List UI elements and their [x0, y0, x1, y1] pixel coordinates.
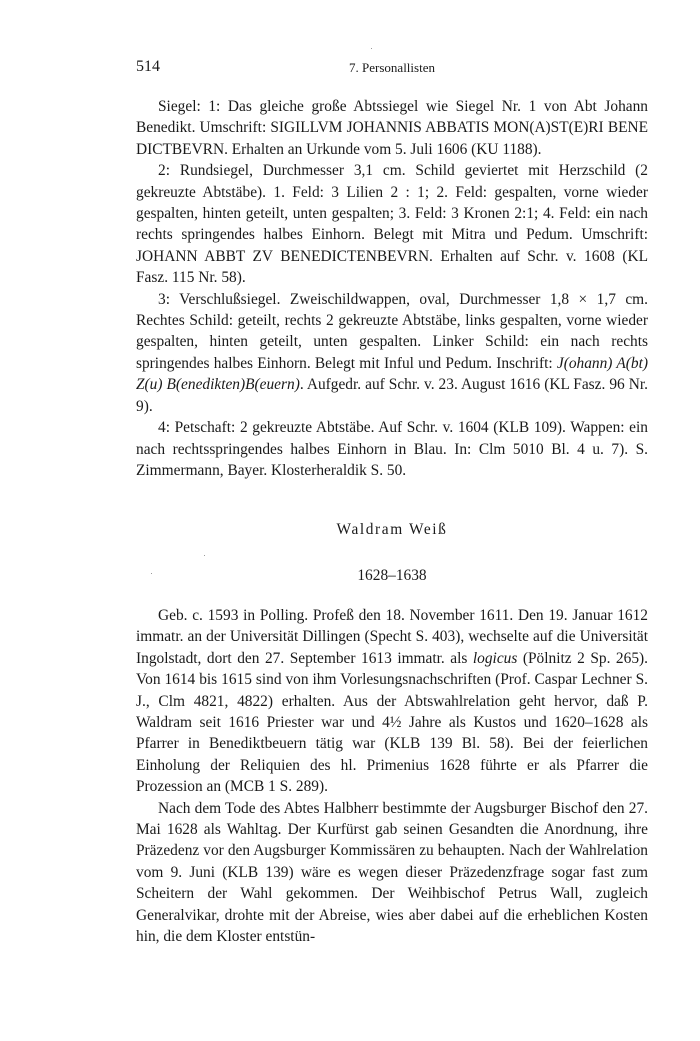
seal-paragraph [136, 160, 648, 288]
page-header [136, 58, 648, 78]
bio-paragraph [136, 798, 648, 948]
text-run: 2: Rundsiegel, Durchmesser 3,1 cm. Schild geviertet mit Herzschild (2 gekreuzte Abtstäbe). 1. Feld: 3 Lilien 2 : 1; 2. Feld: gespalten, vorne wieder gespalten, hinten geteilt, unten gespalten; 3. Feld: 3 Kronen 2:1; 4. Feld: ein nach rechts springendes halbes Einhorn. Belegt mit Mitra und Pedum. Umschrift: JOHANN ABBT ZV BENEDICTENBEVRN. Erhalten auf Schr. v. 1608 (KL Fasz. 115 Nr. 58). [136, 162, 648, 287]
text-run: Geb. c. 1593 in Polling. Profeß den 18. November 1611. Den 19. Januar 1612 immatr. an der Universität Dillingen (Specht S. 403), wechselte auf die Universität Ingolstadt, dort den 27. September 1613 immatr. als [136, 607, 648, 667]
page-number: 514 [136, 58, 160, 75]
scan-speck [371, 48, 372, 49]
seal-paragraph [136, 289, 648, 417]
inscription-italic: J(ohann) A(bt) Z(u) B(enedikten)B(euern) [136, 354, 648, 394]
seal-paragraph [136, 417, 648, 481]
text-run: Siegel: 1: Das gleiche große Abtssiegel wie Siegel Nr. 1 von Abt Johann Benedikt. Umschrift: SIGILLVM JOHANNIS ABBATIS MON(A)ST(E)RI BENE DICTBEVRN. Erhalten an Urkunde vom 5. Juli 1606 (KU 1188). [136, 98, 648, 158]
text-run: (Pölnitz 2 Sp. 265). Von 1614 bis 1615 sind von ihm Vorlesungsnachschriften (Prof. Caspar Lechner S. J., Clm 4821, 4822) erhalten. Aus der Abtswahlrelation geht hervor, daß P. Waldram seit 1616 Priester war und 4½ Jahre als Kustos und 1620–1628 als Pfarrer in Benediktbeuern tätig war (KLB 139 Bl. 58). Bei der feierlichen Einholung der Reliquien des hl. Primenius 1628 führte er als Pfarrer die Prozession an (MCB 1 S. 289). [136, 649, 648, 796]
scan-speck [204, 555, 205, 556]
section-title: Waldram Weiß [336, 521, 448, 538]
scan-speck [151, 573, 152, 574]
logicus-italic: logicus [472, 649, 518, 667]
text-run: 4: Petschaft: 2 gekreuzte Abtstäbe. Auf Schr. v. 1604 (KLB 109). Wappen: ein nach rechtsspringendes halbes Einhorn in Blau. In: Clm 5010 Bl. 4 u. 7). S. Zimmermann, Bayer. Klosterheraldik S. 50. [136, 419, 648, 479]
section-years: 1628–1638 [357, 567, 427, 584]
biography-section [136, 605, 648, 948]
seal-paragraph [136, 96, 648, 160]
running-title: 7. Personallisten [349, 60, 435, 75]
text-run: Nach dem Tode des Abtes Halbherr bestimmte der Augsburger Bischof den 27. Mai 1628 als Wahltag. Der Kurfürst gab seinen Gesandten die Anordnung, ihre Präzedenz vor den Augsburger Kommissären zu behaupten. Nach der Wahlrelation vom 9. Juni (KLB 139) wäre es wegen dieser Präzedenzfrage sogar fast zum Scheitern der Wahl gekommen. Der Weihbischof Petrus Wall, zugleich Generalvikar, drohte mit der Abreise, wies aber dabei auf die erheblichen Kosten hin, die dem Kloster entstün- [136, 799, 648, 946]
bio-paragraph [136, 605, 648, 798]
text-run: 3: Verschlußsiegel. Zweischildwappen, oval, Durchmesser 1,8 × 1,7 cm. Rechtes Schild: geteilt, rechts 2 gekreuzte Abtstäbe, links gespalten, vorne wieder gespalten, hinten geteilt, unten gespalten. Linker Schild: ein nach rechts springendes halbes Einhorn. Belegt mit Inful und Pedum. Inschrift: [136, 290, 648, 372]
seals-section [136, 96, 648, 481]
text-run: . Aufgedr. auf Schr. v. 23. August 1616 (KL Fasz. 96 Nr. 9). [136, 376, 648, 415]
